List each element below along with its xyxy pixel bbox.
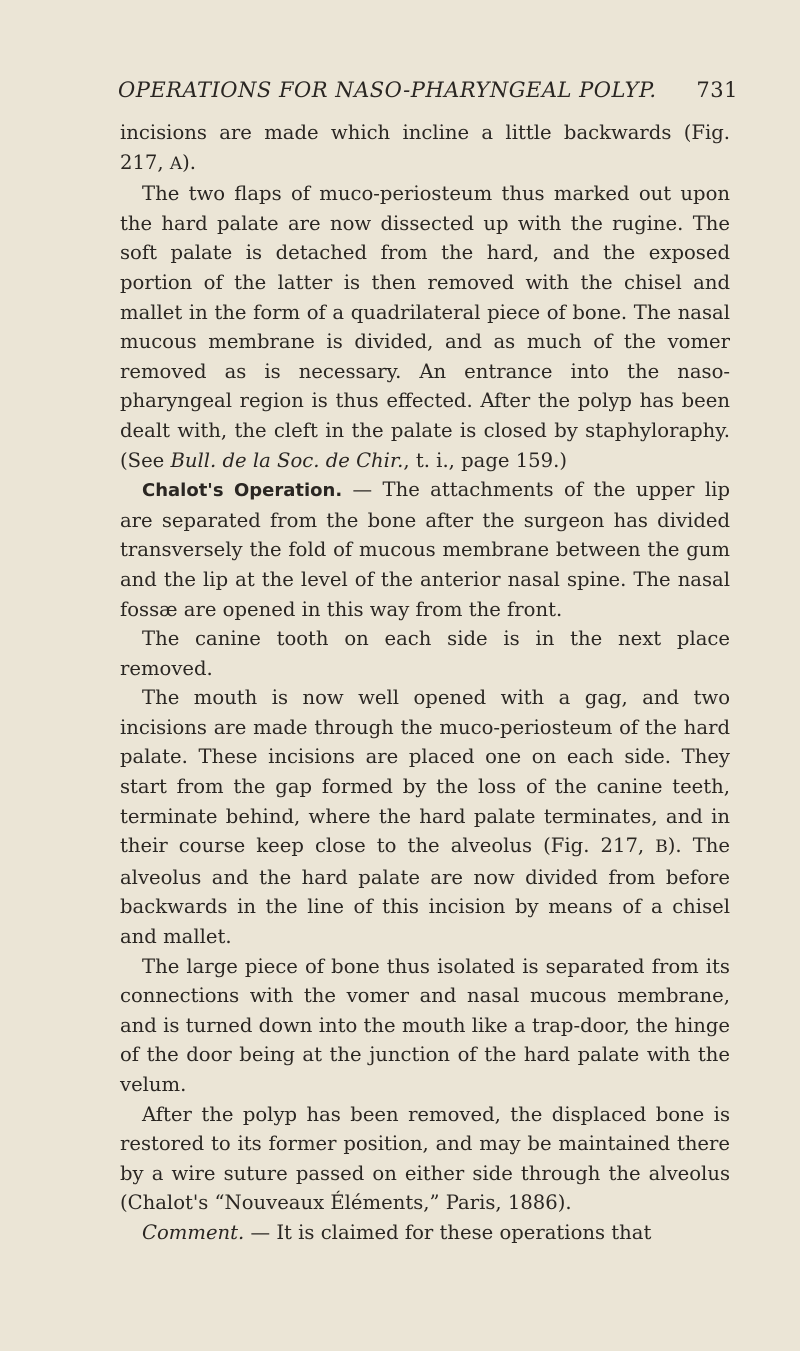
paragraph-3-text: — The attachments of the upper lip are separated from the bone after the surgeon has divided transversely the fold of mucous membrane between the gum and the lip at the level of the anterior nasal spine. The nasal fossæ are opened in this way from the front.	[120, 478, 730, 621]
paragraph-4	[120, 624, 730, 683]
running-title: OPERATIONS FOR NASO-PHARYNGEAL POLYP.	[118, 78, 657, 102]
paragraph-2-text: The two flaps of muco-periosteum thus marked out upon the hard palate are now dissected up with the rugine. The soft palate is detached from the hard, and the exposed portion of the latter is then removed with the chisel and mallet in the form of a quadrilateral piece of bone. The nasal mucous membrane is divided, and as much of the vomer removed as is necessary. An entrance into the naso-pharyngeal region is thus effected. After the polyp has been dealt with, the cleft in the palate is closed by staphyloraphy. (See	[120, 182, 730, 472]
paragraph-2-end: , t. i., page 159.)	[403, 448, 567, 472]
running-header	[118, 78, 738, 102]
paragraph-1-text: incisions are made which incline a little backwards (Fig. 217,	[120, 121, 730, 174]
paragraph-1	[120, 118, 730, 179]
section-heading: Chalot's Operation.	[142, 480, 343, 502]
paragraph-7	[120, 1100, 730, 1218]
paragraph-5-end: ). The alveolus and the hard palate are now divided from before backwards in the line of this incision by means of a chisel and mallet.	[120, 834, 730, 949]
paragraph-6-text: The large piece of bone thus isolated is separated from its connections with the vomer and nasal mucous membrane, and is turned down into the mouth like a trap-door, the hinge of the door being at the junction of the hard palate with the velum.	[120, 954, 730, 1096]
figure-ref-b: B	[655, 837, 668, 858]
body-text	[120, 118, 730, 1248]
paragraph-5	[120, 683, 730, 951]
figure-ref-a: A	[169, 153, 183, 174]
paragraph-6	[120, 952, 730, 1100]
paragraph-8	[120, 1218, 730, 1248]
paragraph-3	[120, 475, 730, 624]
paragraph-7-text: After the polyp has been removed, the displaced bone is restored to its former position, and may be maintained there by a wire suture passed on either side through the alveolus (Chalot's “Nouveaux Éléments,” Paris, 1886).	[120, 1102, 730, 1215]
page-number: 731	[696, 78, 738, 102]
paragraph-8-text: — It is claimed for these operations that	[244, 1220, 652, 1244]
comment-lead: Comment.	[142, 1220, 245, 1244]
paragraph-5-text: The mouth is now well opened with a gag, and two incisions are made through the muco-periosteum of the hard palate. These incisions are placed one on each side. They start from the gap formed by the loss of the canine teeth, terminate behind, where the hard palate terminates, and in their course keep close to the alveolus (Fig. 217,	[120, 686, 730, 858]
paragraph-1-end: ).	[182, 150, 197, 174]
paragraph-2	[120, 179, 730, 475]
paragraph-4-text: The canine tooth on each side is in the next place removed.	[120, 627, 730, 680]
citation: Bull. de la Soc. de Chir.	[170, 448, 404, 472]
